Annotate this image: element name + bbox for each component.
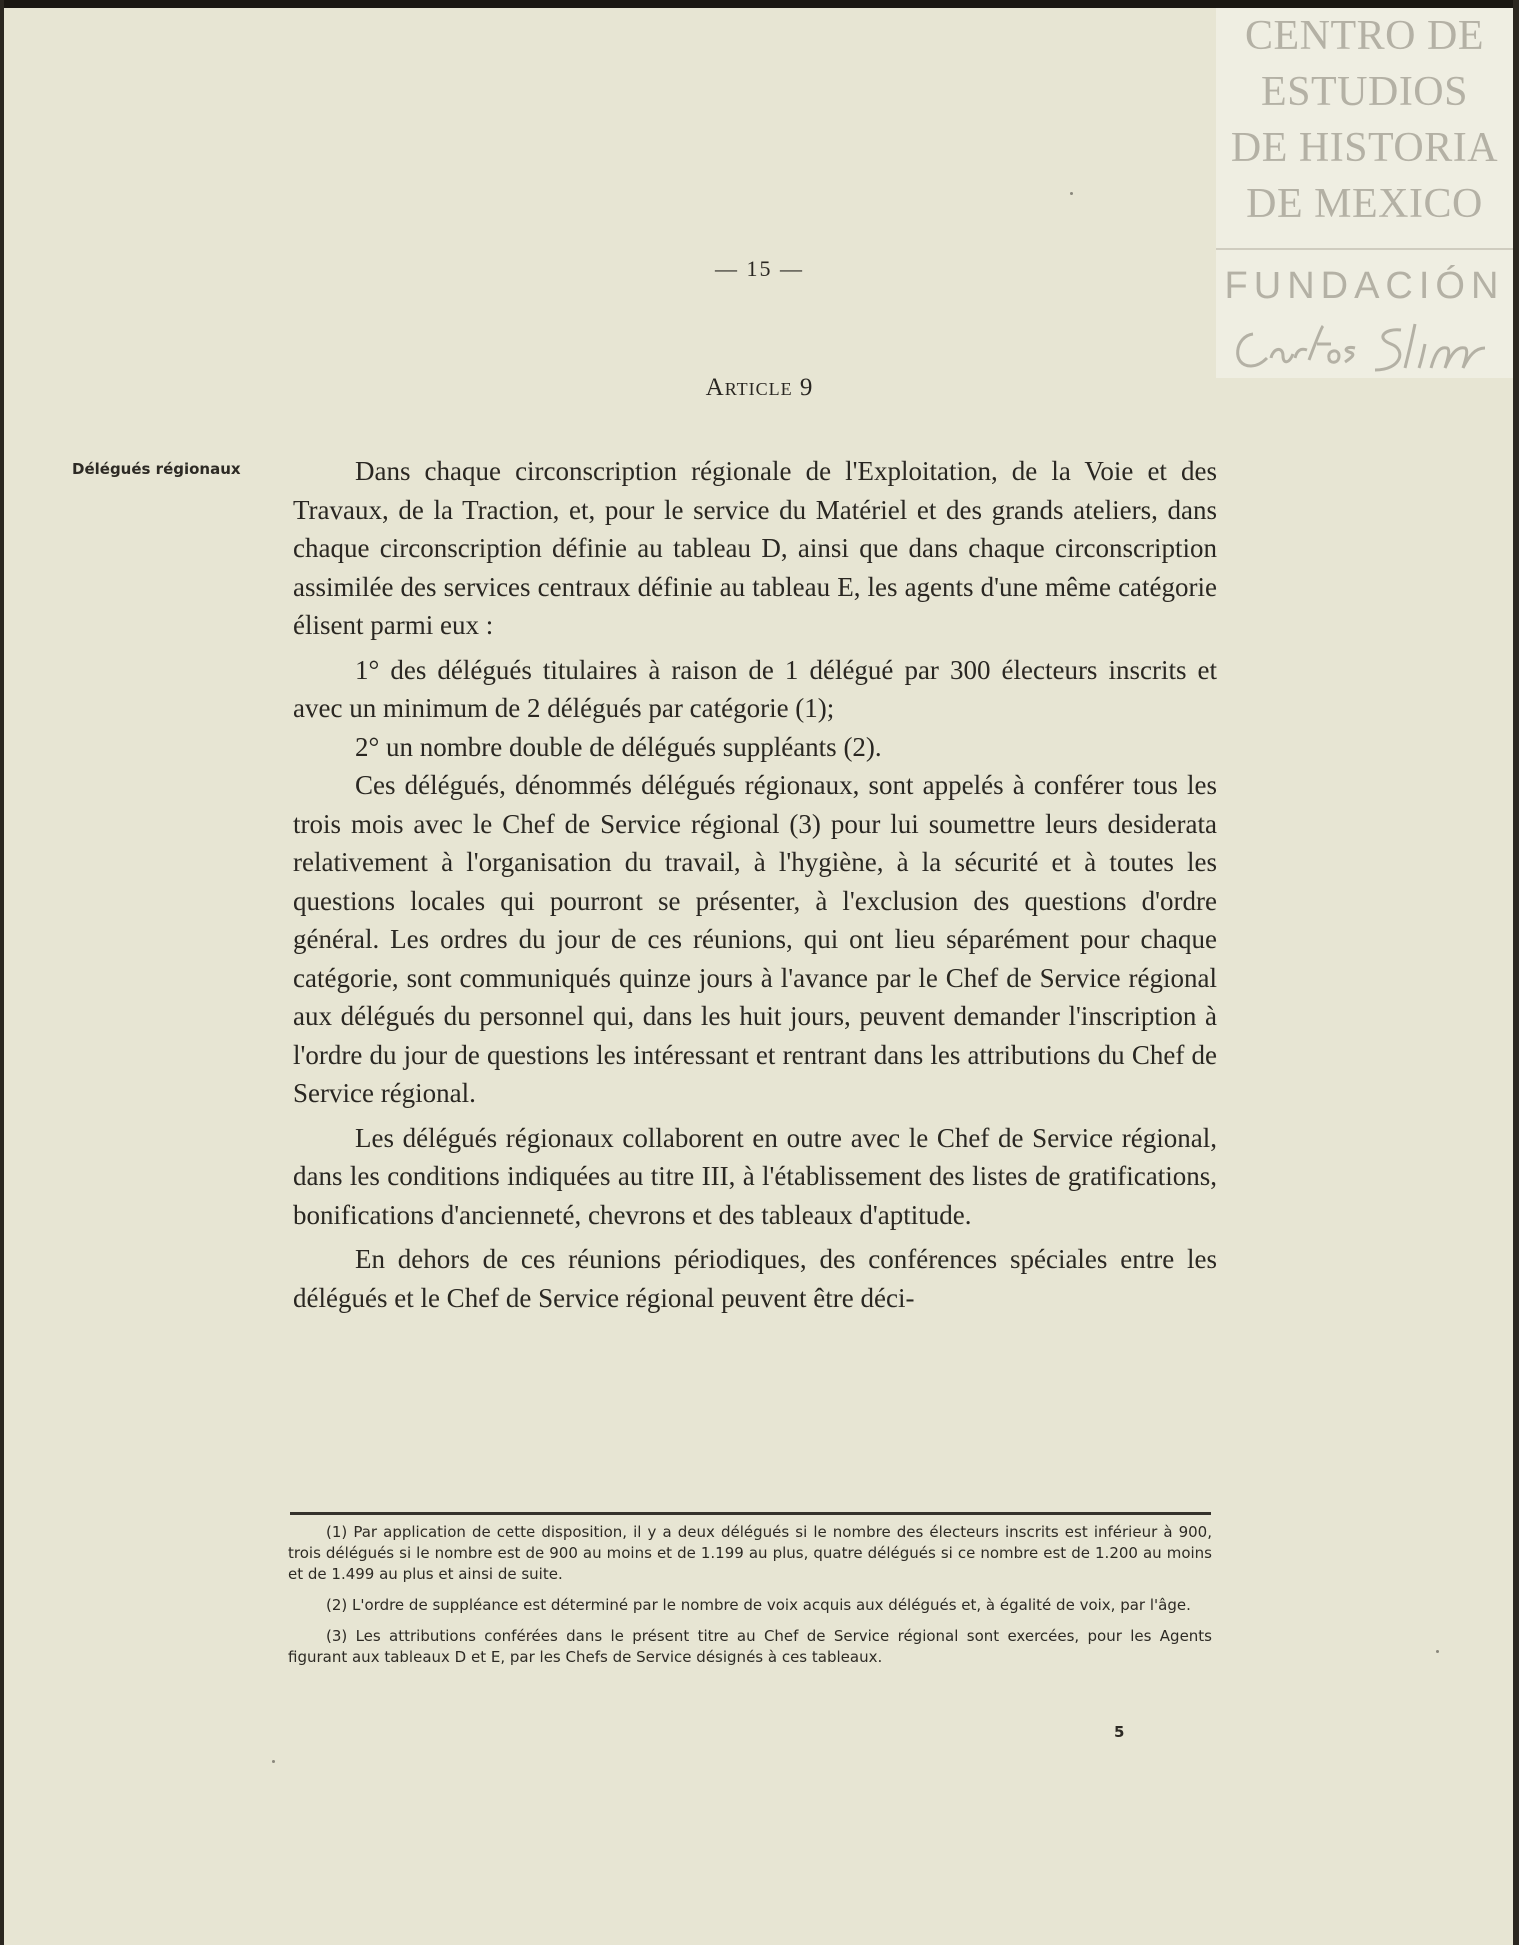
page-number: — 15 —: [715, 256, 804, 281]
footnote-1: (1) Par application de cette disposition, il y a deux délégués si le nombre des électeurs inscrits est inférieur à 900, trois délégués si le nombre est de 900 au moins et de 1.199 au plus, quatre délégués si ce nombre est de 1.200 au moins et de 1.499 au plus et ainsi de suite.: [288, 1523, 1212, 1583]
footnote-rule: [290, 1512, 1211, 1515]
stamp-line-3: DE HISTORIA: [1230, 125, 1499, 171]
stamp-line-1: CENTRO DE: [1245, 13, 1484, 59]
stamp-foundation: FUNDACIÓN: [1224, 265, 1505, 307]
article-body: [293, 452, 1217, 1323]
paper-speck: [272, 1760, 275, 1763]
paragraph-special-conferences: En dehors de ces réunions périodiques, des conférences spéciales entre les délégués et le Chef de Service régional peuvent être déci-: [293, 1244, 1217, 1313]
scan-edge-top: [0, 0, 1519, 8]
paragraph-conferences: Ces délégués, dénommés délégués régionaux, sont appelés à conférer tous les trois mois avec le Chef de Service régional (3) pour lui soumettre leurs desiderata relativement à l'organisation du travail, à l'hygiène, à la sécurité et à toutes les questions locales qui pourront se présenter, à l'exclusion des questions d'ordre général. Les ordres du jour de ces réunions, qui ont lieu séparément pour chaque catégorie, sont communiqués quinze jours à l'avance par le Chef de Service régional aux délégués du personnel qui, dans les huit jours, peuvent demander l'inscription à l'ordre du jour de questions les intéressant et rentrant dans les attributions du Chef de Service régional.: [293, 770, 1217, 1108]
paragraph-item-1: 1° des délégués titulaires à raison de 1 délégué par 300 électeurs inscrits et avec un minimum de 2 délégués par catégorie (1);: [293, 654, 1217, 723]
scan-edge-left: [0, 0, 4, 1945]
article-title: Article 9: [705, 374, 814, 401]
archive-watermark-stamp: [1216, 8, 1513, 378]
paper-speck: [1436, 1650, 1439, 1653]
printer-signature-mark: 5: [1114, 1723, 1125, 1741]
stamp-line-4: DE MEXICO: [1246, 181, 1483, 227]
paragraph-intro: Dans chaque circonscription régionale de l'Exploitation, de la Voie et des Travaux, de la Traction, et, pour le service du Matériel et des grands ateliers, dans chaque circonscription définie au tableau D, ainsi que dans chaque circonscription assimilée des services centraux définie au tableau E, les agents d'une même catégorie élisent parmi eux :: [293, 456, 1217, 640]
stamp-divider: [1216, 248, 1513, 250]
paragraph-collaboration: Les délégués régionaux collaborent en outre avec le Chef de Service régional, dans les conditions indiquées au titre III, à l'établissement des listes de gratifications, bonifications d'ancienneté, chevrons et des tableaux d'aptitude.: [293, 1122, 1217, 1230]
paragraph-item-2: 2° un nombre double de délégués suppléants (2).: [355, 731, 882, 762]
paper-speck: [1070, 192, 1073, 195]
signature-logo-icon: [1225, 314, 1505, 378]
margin-note: Délégués régionaux: [72, 460, 241, 478]
scan-edge-right: [1513, 0, 1519, 1945]
footnotes: [288, 1522, 1212, 1678]
stamp-line-2: ESTUDIOS: [1260, 69, 1468, 115]
footnote-2: (2) L'ordre de suppléance est déterminé par le nombre de voix acquis aux délégués et, à égalité de voix, par l'âge.: [326, 1596, 1191, 1614]
footnote-3: (3) Les attributions conférées dans le présent titre au Chef de Service régional sont exercées, pour les Agents figurant aux tableaux D et E, par les Chefs de Service désignés à ces tableaux.: [288, 1627, 1212, 1666]
